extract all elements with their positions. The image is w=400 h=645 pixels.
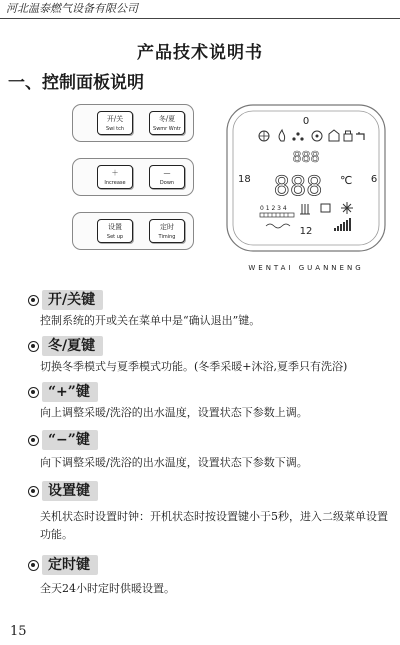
setup-button-label: 设置: [108, 223, 122, 231]
setup-button-sublabel: Set up: [106, 234, 124, 240]
temperature-unit: ℃: [340, 174, 353, 187]
setup-button[interactable]: [97, 219, 133, 243]
level-scale-bar: [260, 213, 294, 217]
season-button-label: 冬/夏: [158, 115, 176, 123]
feature-heading-season: [28, 336, 103, 356]
company-name: 河北温泰燃气设备有限公司: [6, 2, 138, 15]
feature-tag: 设置键: [42, 481, 98, 501]
page-number: 15: [10, 624, 27, 639]
bullet-circle-icon: [28, 486, 39, 497]
section-heading: 一、控制面板说明: [8, 73, 144, 93]
increase-button-sublabel: Increase: [104, 180, 126, 186]
feature-description: 关机状态时设置时钟：开机状态时按设置键小于5秒，进入二级菜单设置功能。: [40, 510, 388, 541]
feature-tag: 开/关键: [42, 290, 103, 310]
bullet-circle-icon: [28, 435, 39, 446]
switch-button[interactable]: [97, 111, 133, 135]
document-title: 产品技术说明书: [137, 43, 263, 63]
bullet-circle-icon: [28, 560, 39, 571]
lcd-display: [226, 104, 386, 252]
bullet-circle-icon: [28, 341, 39, 352]
timing-button-label: 定时: [160, 223, 174, 231]
radiator-icon: [300, 204, 310, 214]
display-brand: WENTAI GUANNENG: [248, 264, 364, 272]
level-scale-labels: 0 1 2 3 4: [260, 205, 287, 212]
bullet-circle-icon: [28, 387, 39, 398]
dial-label-top: 0: [302, 116, 310, 127]
feature-description: 全天24小时定时供暖设置。: [40, 582, 175, 595]
feature-heading-setup: [28, 481, 98, 501]
running-header: [0, 0, 400, 19]
button-row-adjust: [72, 158, 194, 196]
feature-description: 向下调整采暖/洗浴的出水温度，设置状态下参数下调。: [40, 456, 308, 469]
decrease-button-sublabel: Down: [159, 180, 175, 186]
lcd-display-graphic: [226, 104, 386, 252]
switch-button-sublabel: Swi tch: [105, 126, 125, 132]
dial-label-left: 18: [238, 174, 251, 185]
timing-button[interactable]: [149, 219, 185, 243]
button-row-power-season: [72, 104, 194, 142]
feature-tag: “+”键: [42, 382, 98, 402]
feature-heading-switch: [28, 290, 103, 310]
decrease-button-label: —: [163, 169, 171, 177]
fan-icon: [259, 131, 269, 141]
timing-button-sublabel: Timing: [158, 234, 176, 240]
increase-button-label: ＋: [111, 169, 119, 177]
dial-label-right: 6: [370, 174, 378, 185]
season-button-sublabel: Swmr Wntr: [153, 126, 181, 132]
increase-button[interactable]: [97, 165, 133, 189]
switch-button-label: 开/关: [106, 115, 124, 123]
button-row-setup-timing: [72, 212, 194, 250]
feature-heading-plus: [28, 382, 98, 402]
feature-heading-timing: [28, 555, 98, 575]
feature-description: 控制系统的开或关在菜单中是“确认退出”键。: [40, 314, 261, 327]
dial-label-bottom: 12: [299, 226, 313, 237]
feature-description: 切换冬季模式与夏季模式功能。(冬季采暖+沐浴,夏季只有洗浴): [40, 360, 348, 373]
season-button[interactable]: [149, 111, 185, 135]
feature-description: 向上调整采暖/洗浴的出水温度，设置状态下参数上调。: [40, 406, 308, 419]
feature-heading-minus: [28, 430, 98, 450]
temperature-digits: 888: [273, 171, 323, 202]
decrease-button[interactable]: [149, 165, 185, 189]
clock-digits: 888: [292, 148, 320, 166]
feature-tag: 冬/夏键: [42, 336, 103, 356]
feature-tag: 定时键: [42, 555, 98, 575]
feature-tag: “−”键: [42, 430, 98, 450]
bullet-circle-icon: [28, 295, 39, 306]
